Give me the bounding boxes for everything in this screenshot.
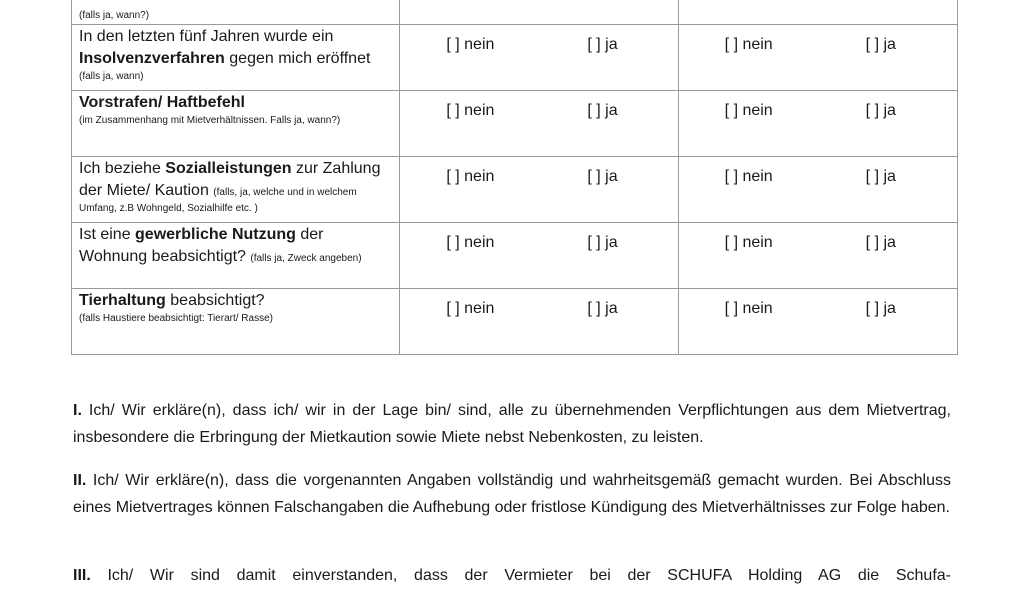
question-hint: (falls ja, wann) [79,71,144,82]
options-cell-2 [678,157,957,223]
checkbox-ja[interactable]: [ ] ja [865,234,896,251]
paragraph-text: Ich/ Wir erkläre(n), dass die vorgenannten Angaben vollständig und wahrheitsgemäß gemacht wurden. Bei Abschluss eines Mietvertrages können Falschangaben die Aufhebung oder fristlose Kündigung des Mietverhältnisses zur Folge haben. [73,472,951,516]
question-text: Tierhaltung beabsichtigt? [79,292,265,309]
paragraph-text: Ich/ Wir sind damit einverstanden, dass der Vermieter bei der SCHUFA Holding AG die Schufa- [90,567,951,584]
checkbox-ja[interactable]: [ ] ja [587,36,618,53]
options-cell-1 [400,289,678,355]
question-cell [72,25,400,91]
question-text: der Miete/ Kaution (falls, ja, welche und in welchem [79,182,357,199]
declaration-paragraph-1 [73,398,951,451]
paragraph-number: III. [73,567,91,584]
checkbox-ja[interactable]: [ ] ja [587,234,618,251]
question-hint: (falls ja, wann?) [79,10,150,21]
declaration-paragraph-3 [73,563,951,590]
table-row [72,0,958,25]
checkbox-nein[interactable]: [ ] nein [724,168,773,185]
checkbox-nein[interactable]: [ ] nein [446,36,495,53]
checkbox-nein[interactable]: [ ] nein [446,168,495,185]
question-hint: Umfang, z.B Wohngeld, Sozialhilfe etc. ) [79,203,258,214]
question-cell [72,157,400,223]
question-cell [72,289,400,355]
options-cell-2 [678,91,957,157]
paragraph-number: II. [73,472,87,489]
options-cell-2 [678,289,957,355]
checkbox-nein[interactable]: [ ] nein [446,102,495,119]
table-row [72,91,958,157]
table-row [72,157,958,223]
checkbox-nein[interactable]: [ ] nein [724,300,773,317]
checkbox-nein[interactable]: [ ] nein [724,234,773,251]
declaration-paragraph-2 [73,468,951,521]
paragraph-number: I. [73,402,82,419]
options-cell-1 [400,223,678,289]
question-text: In den letzten fünf Jahren wurde ein [79,28,334,45]
table-row [72,223,958,289]
table-row [72,289,958,355]
question-cell [72,91,400,157]
checkbox-ja[interactable]: [ ] ja [865,168,896,185]
table-row [72,25,958,91]
checkbox-nein[interactable]: [ ] nein [446,300,495,317]
options-cell-2 [678,223,957,289]
options-cell-2 [678,0,957,25]
checkbox-ja[interactable]: [ ] ja [865,36,896,53]
question-hint: (im Zusammenhang mit Mietverhältnissen. Falls ja, wann?) [79,115,341,126]
checkbox-ja[interactable]: [ ] ja [865,300,896,317]
checkbox-nein[interactable]: [ ] nein [724,36,773,53]
questionnaire-table [71,0,958,355]
options-cell-1 [400,0,678,25]
checkbox-ja[interactable]: [ ] ja [587,102,618,119]
question-cell [72,223,400,289]
options-cell-1 [400,157,678,223]
question-text: Wohnung beabsichtigt? (falls ja, Zweck angeben) [79,248,362,265]
question-text: Ich beziehe Sozialleistungen zur Zahlung [79,160,381,177]
checkbox-nein[interactable]: [ ] nein [724,102,773,119]
options-cell-2 [678,25,957,91]
question-text: Ist eine gewerbliche Nutzung der [79,226,324,243]
checkbox-nein[interactable]: [ ] nein [446,234,495,251]
options-cell-1 [400,25,678,91]
paragraph-text: Ich/ Wir erkläre(n), dass ich/ wir in der Lage bin/ sind, alle zu übernehmenden Verpflichtungen aus dem Mietvertrag, insbesondere die Erbringung der Mietkaution sowie Miete nebst Nebenkosten, zu leisten. [73,402,951,446]
question-cell [72,0,400,25]
question-hint: (falls Haustiere beabsichtigt: Tierart/ Rasse) [79,313,273,324]
options-cell-1 [400,91,678,157]
checkbox-ja[interactable]: [ ] ja [587,300,618,317]
question-text: Vorstrafen/ Haftbefehl [79,94,245,111]
checkbox-ja[interactable]: [ ] ja [587,168,618,185]
question-text: Insolvenzverfahren gegen mich eröffnet [79,50,371,67]
checkbox-ja[interactable]: [ ] ja [865,102,896,119]
